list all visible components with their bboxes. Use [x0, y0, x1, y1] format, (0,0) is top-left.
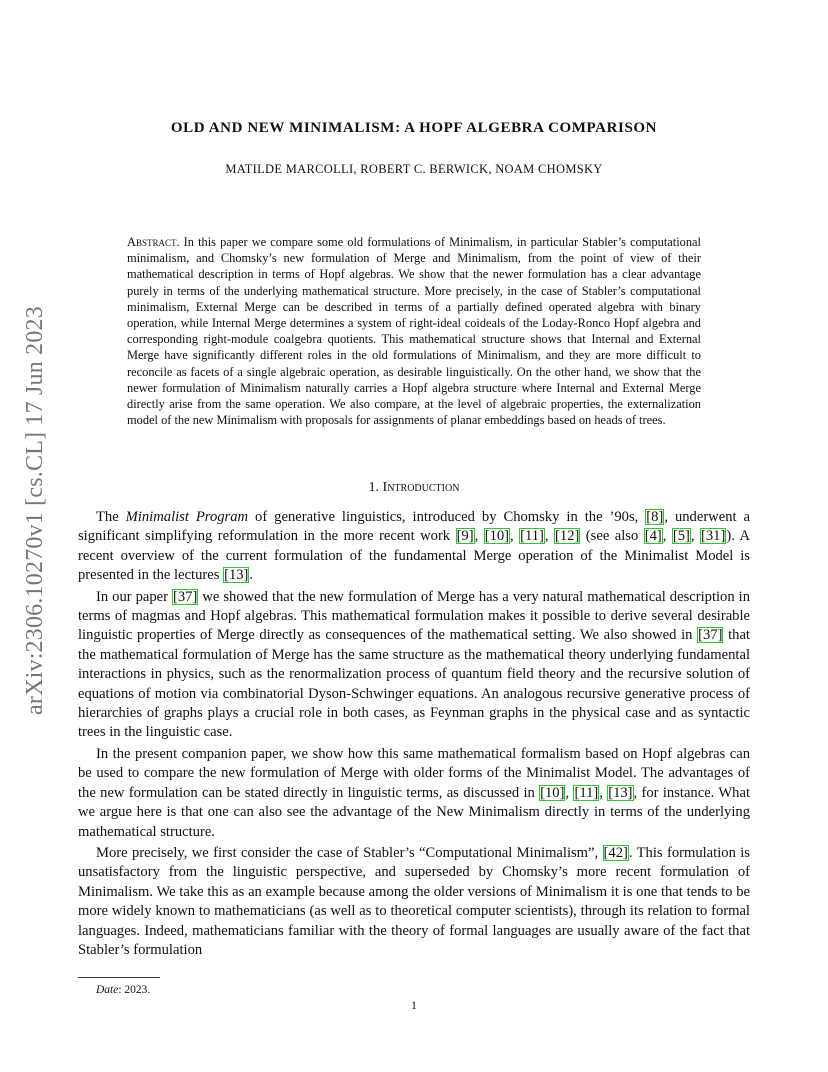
citation-link[interactable]: [9] [456, 528, 474, 545]
text-run: , [662, 528, 672, 545]
section-title: Introduction [382, 480, 460, 495]
section-heading [0, 480, 828, 496]
citation-link[interactable]: [12] [555, 528, 580, 545]
abstract-label: Abstract. [127, 235, 180, 249]
footnote [96, 984, 150, 996]
citation-link[interactable]: [8] [646, 509, 664, 525]
abstract-text: In this paper we compare some old formulations of Minimalism, in particular Stabler’s computational minimalism, and Chomsky’s new formulation of Merge and Minimalism, from the point of view of their mathematical description in terms of Hopf algebras. We show that the newer formulation has a clear advantage purely in terms of the underlying mathematical structure. More precisely, in the case of Stabler’s computational minimalism, External Merge can be described in terms of a partially defined operated algebra with binary operation, while Internal Merge determines a system of right-ideal coideals of the Loday-Ronco Hopf algebra and corresponding right-module coalgebra quotients. This mathematical structure shows that Internal and External Merge have significantly different roles in the old formulations of Minimalism, and they are more difficult to reconcile as facets of a single algebraic operation, as desirable linguistically. On the other hand, we show that the newer formulation of Minimalism naturally carries a Hopf algebra structure where Internal and External Merge directly arise from the same operation. We also compare, at the level of algebraic properties, the externalization model of the new Minimalism with proposals for assignments of planar embeddings based on heads of trees. [127, 235, 701, 428]
arxiv-stamp-text: arXiv:2306.10270v1 [cs.CL] 17 Jun 2023 [21, 305, 48, 715]
text-run: The [96, 509, 126, 525]
paper-authors: MATILDE MARCOLLI, ROBERT C. BERWICK, NOAM CHOMSKY [225, 162, 603, 176]
citation-link[interactable]: [10] [484, 528, 510, 545]
text-run: , underwent a significant simplifying reformulation in the more recent work [78, 509, 750, 545]
text-run: In the present companion paper, we show how this same mathematical formalism based on Hopf algebras can be used to compare the new formulation of Merge with older forms of the Minimalist Model. The advantages of the new formulation can be stated directly in linguistic terms, as discussed in [78, 745, 750, 801]
emphasis: Minimalist Program [125, 509, 249, 525]
footnote-value: : 2023. [118, 984, 151, 996]
footnote-rule [78, 977, 160, 978]
text-run: , [544, 528, 555, 545]
citation-link[interactable]: [13] [224, 567, 249, 584]
abstract [127, 234, 701, 428]
text-run: . This formulation is unsatisfactory from the linguistic perspective, and superseded by Chomsky’s more recent formulation of Minimalism. We take this as an example because among the older versions of Minimalism it is one that tends to be more widely known to mathematicians (as well as to theoretical computer scientists), through its relation to formal languages. Indeed, mathematicians familiar with the theory of formal languages are usually aware of the fact that Stabler’s formulation [78, 844, 750, 958]
citation-link[interactable]: [5] [672, 528, 690, 545]
arxiv-stamp [20, 290, 50, 730]
paragraph-3 [78, 745, 750, 842]
text-run: , [510, 528, 520, 545]
text-run: of generative linguistics, introduced by Chomsky in the ’90s, [248, 509, 646, 525]
text-run: More precisely, we first consider the case of Stabler’s “Computational Minimalism”, [96, 844, 603, 861]
text-run: we showed that the new formulation of Merge has a very natural mathematical description in terms of magmas and Hopf algebras. This mathematical formulation makes it possible to derive several desirable linguistic properties of Merge directly as consequences of the mathematical setting. We also showed in [78, 588, 750, 644]
text-run: , [565, 784, 574, 801]
text-run: . [249, 567, 254, 584]
citation-link[interactable]: [13] [608, 784, 633, 801]
text-run: , [474, 528, 484, 545]
page-number: 1 [411, 1000, 417, 1012]
section-number: 1. [368, 480, 380, 495]
paper-title: OLD AND NEW MINIMALISM: A HOPF ALGEBRA COMPARISON [170, 120, 658, 136]
citation-link[interactable]: [10] [540, 784, 565, 801]
citation-link[interactable]: [4] [644, 528, 662, 545]
text-run: In our paper [96, 588, 173, 605]
text-run: , [599, 784, 608, 801]
citation-link[interactable]: [11] [574, 784, 599, 801]
citation-link[interactable]: [37] [698, 627, 723, 644]
footnote-label: Date [96, 984, 119, 996]
text-run: , for instance. What we argue here is that one can also see the advantage of the New Minimalism directly in terms of the underlying mathematical structure. [78, 784, 750, 840]
paragraph-1 [78, 508, 750, 586]
citation-link[interactable]: [42] [603, 844, 628, 861]
text-run: ). A recent overview of the current formulation of the fundamental Merge operation of the Minimalist Model is presented in the lectures [78, 528, 751, 584]
text-run: that the mathematical formulation of Merge has the same structure as the mathematical theory underlying fundamental interactions in physics, such as the renormalization process of quantum field theory and the recursive solution of equations of motion via combinatorial Dyson-Schwinger equations. An analogous recursive generative process of hierarchies of graphs plays a crucial role in both cases, as Feynman graphs in the physical case and as syntactic trees in the linguistic case. [78, 627, 750, 741]
body-text [78, 508, 750, 962]
paragraph-2 [78, 588, 750, 743]
text-run: , [690, 528, 701, 545]
text-run: (see also [580, 528, 644, 545]
paragraph-4 [78, 844, 750, 960]
citation-link[interactable]: [31] [701, 528, 726, 545]
citation-link[interactable]: [37] [173, 588, 198, 605]
citation-link[interactable]: [11] [520, 528, 544, 545]
